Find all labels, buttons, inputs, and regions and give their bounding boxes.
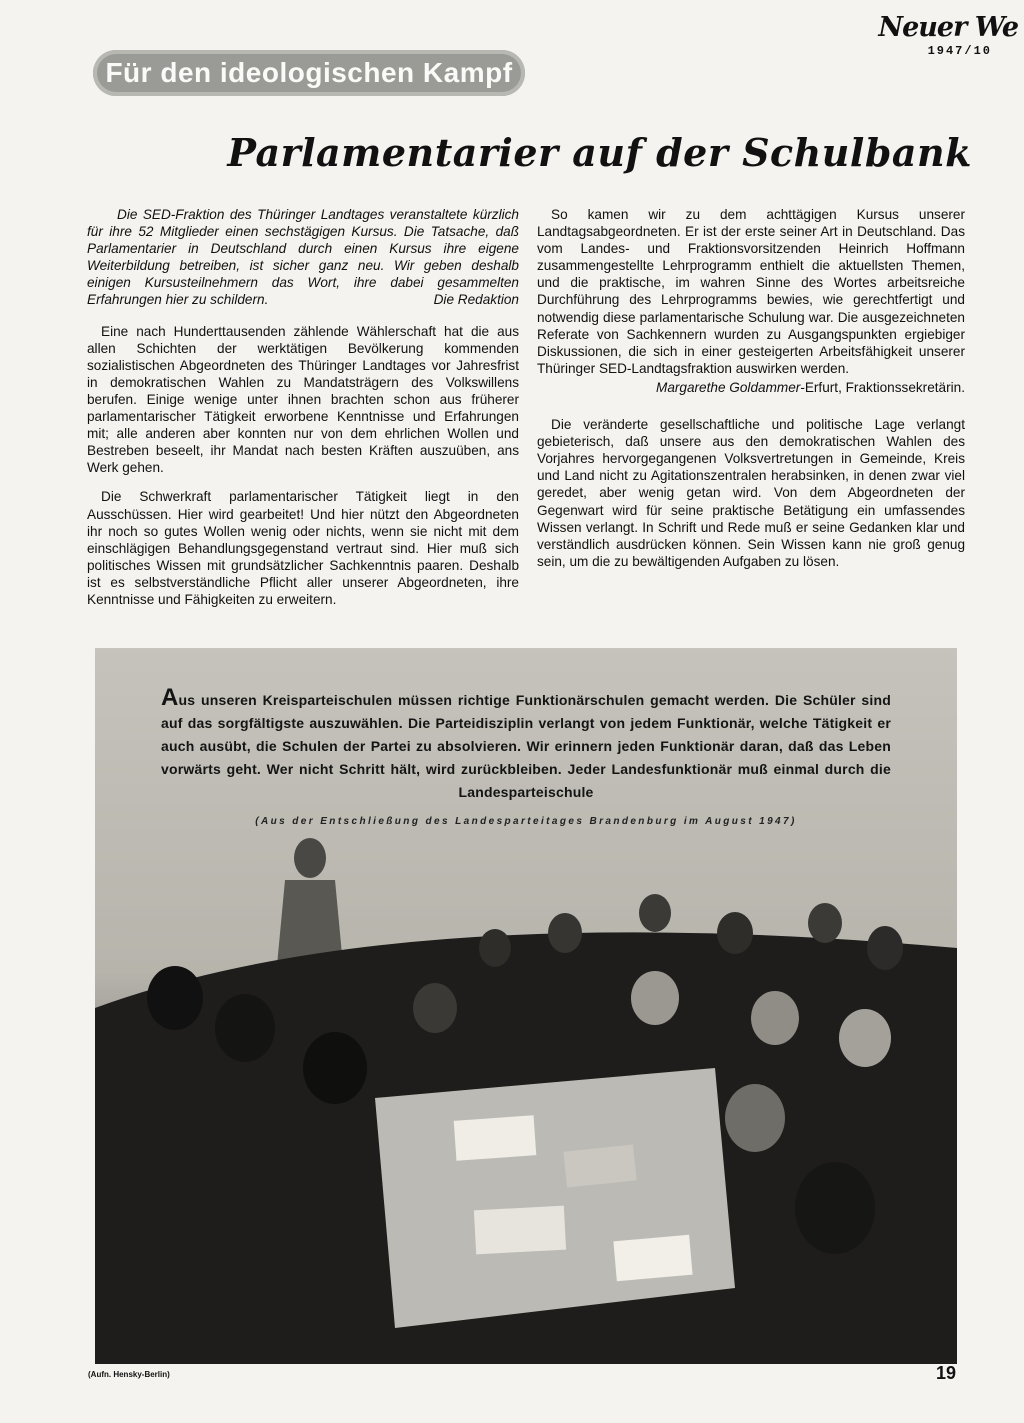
quote-dropcap: A	[161, 684, 179, 711]
classroom-photo	[95, 648, 957, 1364]
paragraph: So kamen wir zu dem achttägigen Kursus unserer Landtagsabgeordneten. Er ist der erste seiner Art in Deutschland. Das vom Landes- und Fraktionsvorsitzenden Heinrich Hoffmann zusammengestellte Lehrprogramm enthielt die aktuellsten Themen, und die praktische, im wahren Sinne des Wortes arbeitsreiche Durchführung des Lehrprogramms bewies, wie gerechtfertigt und notwendig diese parlamentarische Schulung war. Die ausgezeichneten Referate von Sachkennern wurden zu Ausgangspunkten ergiebiger Diskussionen, die sich in einer gesteigerten Arbeitsfähigkeit unserer Thüringer SED-Landtagsfraktion auswirken werden.	[537, 207, 965, 376]
section-rubric: Für den ideologischen Kampf	[93, 50, 525, 96]
masthead-issue: 1947/10	[927, 44, 992, 58]
signature-rest: -Erfurt, Fraktionssekretärin.	[800, 379, 965, 395]
masthead-title: Neuer We	[878, 12, 1018, 43]
masthead	[878, 14, 1018, 58]
paragraph: Die veränderte gesellschaftliche und politische Lage verlangt gebieterisch, daß unsere aus den demokratischen Wahlen des Vorjahres hervorgegangenen Volksvertretungen in Gemeinde, Kreis und Land nicht zu Agitationszentralen herabsinken, in denen zwar viel geredet, aber wenig getan wird. Von dem Abgeordneten der Gegenwart wird für seine praktische Betätigung ein umfassendes Wissen verlangt. In Schrift und Rede muß er seine Gedanken klar und verständlich ausdrücken können. Sein Wissen kann nie groß genug sein, um die zu bewältigenden Aufgaben zu lösen.	[537, 417, 965, 569]
right-column	[537, 206, 965, 582]
quote-source: (Aus der Entschließung des Landesparteitages Brandenburg im August 1947)	[255, 816, 797, 827]
left-column	[87, 206, 519, 620]
paragraph: Eine nach Hunderttausenden zählende Wählerschaft hat die aus allen Schichten der werktätigen Bevölkerung kommenden sozialistischen Abgeordneten des Thüringer Landtages vor Jahresfrist in demokratischen Wahlen zu Mandatsträgern des Volkswillens berufen. Einige wenige unter ihnen brachten schon aus früherer parlamentarischer Tätigkeit erworbene Kenntnisse und Erfahrungen mit; alle anderen aber konnten nur von dem ehrlichen Wollen und Bestreben beseelt, ihr Mandat nach besten Kräften auszuüben, ans Werk gehen.	[87, 323, 519, 476]
quote-text: us unseren Kreisparteischulen müssen richtige Funktionärschulen gemacht werden. Die Schüler sind auf das sorgfältigste auszuwählen. Die Parteidisziplin verlangt von jedem Funktionär, welche Tätigkeit er auch ausübt, die Schulen der Partei zu absolvieren. Wir erinnern jeden Funktionär daran, daß das Leben vorwärts geht. Wer nicht Schritt hält, wird zurückbleiben. Jeder Landesfunktionär muß einmal durch die Landesparteischule	[161, 692, 891, 800]
photo-credit: (Aufn. Hensky-Berlin)	[88, 1370, 170, 1379]
editorial-intro	[87, 206, 519, 309]
author-signature	[537, 379, 965, 396]
signature-name: Margarethe Goldammer	[656, 379, 801, 395]
page-number: 19	[935, 1363, 956, 1383]
paragraph: Die Schwerkraft parlamentarischer Tätigkeit liegt in den Ausschüssen. Hier wird gearbeitet! Und hier nützt den Abgeordneten ihr noch so gutes Wollen wenig oder nichts, wenn sie nicht mit dem einschlägigen Behandlungsgegenstand vertraut sind. Hier muß sich politisches Wissen mit grundsätzlicher Sachkenntnis paaren. Deshalb ist es selbstverständliche Pflicht aller unserer Abgeordneten, ihre Kenntnisse und Fähigkeiten zu erweitern.	[87, 489, 519, 607]
party-quote	[161, 686, 891, 804]
intro-text: Die SED-Fraktion des Thüringer Landtages veranstaltete kürzlich für ihre 52 Mitglieder einen sechstägigen Kursus. Die Tatsache, daß Parlamentarier in Deutschland durch einen Kursus ihre eigene Weiterbildung betreiben, ist sicher ganz neu. Wir geben deshalb einigen Kursusteilnehmern das Wort, ihre dabei gesammelten Erfahrungen hier zu schildern.	[87, 207, 519, 308]
article-headline: Parlamentarier auf der Schulbank	[227, 130, 972, 175]
intro-credit: Die Redaktion	[433, 292, 519, 308]
